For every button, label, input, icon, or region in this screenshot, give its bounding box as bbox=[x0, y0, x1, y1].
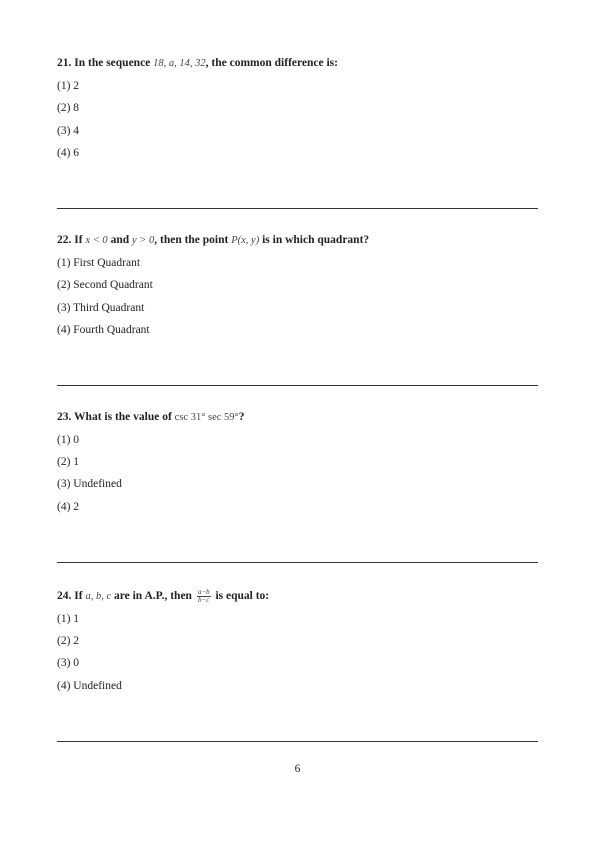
option-4: (4) Fourth Quadrant bbox=[57, 324, 150, 336]
option-2: (2) Second Quadrant bbox=[57, 279, 153, 291]
question-number: 21. bbox=[57, 57, 72, 69]
math-expression: 18, a, 14, 32 bbox=[153, 58, 206, 69]
question-stem: 22. If x < 0 and y > 0, then the point P(x, y) is in which quadrant? bbox=[57, 234, 370, 246]
question-number: 23. bbox=[57, 411, 72, 423]
option-3: (3) 4 bbox=[57, 125, 80, 137]
question-stem: 24. If a, b, c are in A.P., then $\frac{a-b}{b-c}$ is equal to: bbox=[57, 588, 270, 604]
question-24 bbox=[57, 588, 538, 692]
separator-line bbox=[57, 385, 538, 386]
option-2: (2) 2 bbox=[57, 635, 80, 647]
question-23 bbox=[57, 410, 538, 513]
separator-line bbox=[57, 741, 538, 742]
option-4: (4) 6 bbox=[57, 147, 80, 159]
question-number: 22. bbox=[57, 234, 72, 246]
fraction-numerator: a−b bbox=[197, 588, 210, 596]
option-2: (2) 8 bbox=[57, 102, 80, 114]
option-4: (4) Undefined bbox=[57, 680, 122, 692]
question-stem: 23. What is the value of csc 31° sec 59°? bbox=[57, 411, 245, 423]
option-3: (3) Third Quadrant bbox=[57, 302, 145, 314]
math-expression: x < 0 bbox=[85, 235, 108, 246]
option-1: (1) 2 bbox=[57, 80, 80, 92]
option-1: (1) 0 bbox=[57, 434, 80, 446]
option-2: (2) 1 bbox=[57, 456, 80, 468]
separator-line bbox=[57, 208, 538, 209]
math-expression: csc 31° sec 59° bbox=[174, 412, 239, 423]
option-3: (3) Undefined bbox=[57, 478, 122, 490]
question-22 bbox=[57, 233, 538, 336]
page-number: 6 bbox=[294, 763, 301, 775]
question-number: 24. bbox=[57, 590, 72, 603]
question-stem: 21. In the sequence 18, a, 14, 32, the common difference is: bbox=[57, 57, 338, 69]
separator-line bbox=[57, 562, 538, 563]
option-1: (1) First Quadrant bbox=[57, 257, 141, 269]
math-expression: y > 0 bbox=[131, 235, 155, 246]
fraction-denominator: b−c bbox=[198, 596, 210, 604]
math-expression: P(x, y) bbox=[231, 235, 260, 246]
option-4: (4) 2 bbox=[57, 501, 80, 513]
option-3: (3) 0 bbox=[57, 657, 80, 669]
question-21 bbox=[57, 56, 538, 159]
fraction bbox=[197, 589, 211, 604]
option-1: (1) 1 bbox=[57, 613, 80, 625]
math-expression: a, b, c bbox=[85, 591, 112, 603]
